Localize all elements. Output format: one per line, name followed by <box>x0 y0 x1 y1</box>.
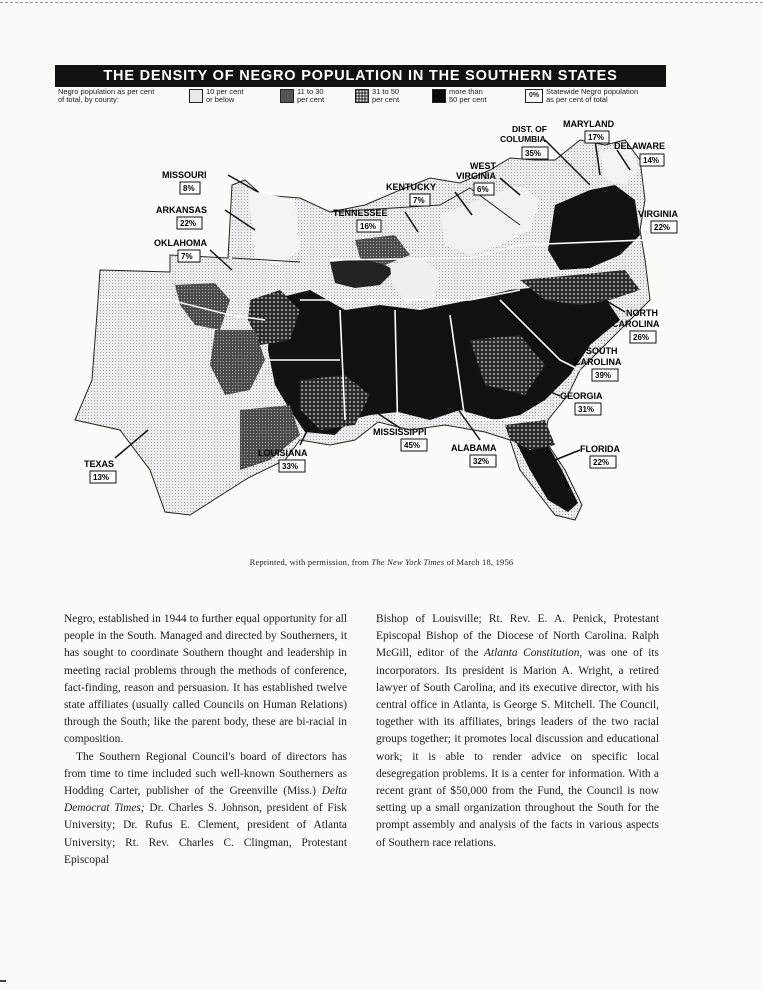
label-oklahoma: OKLAHOMA <box>154 238 207 248</box>
map-region-low-missouri <box>248 190 300 265</box>
right-p1-text-b: was one of its incorporators. Its president is Marion A. Wright, a retired lawyer of South Carolina, and its executive director, with his central office in Atlanta, is George S. Mitchell. The Council, together with its affiliates, brings leaders of the two racial groups together; it promotes local discussion and educational work; it is able to render advice on specific local desegregation problems. It is a center for information. With a recent grant of $50,000 from the Fund, the Council is now setting up a small organization throughout the South for the prompt assembly and analysis of the facts in various aspects of Southern race relations. <box>376 647 659 849</box>
body-column-right <box>376 611 659 852</box>
caption-source: The New York Times <box>371 557 445 567</box>
pct-maryland: 17% <box>588 133 605 142</box>
label-mississippi: MISSISSIPPI <box>373 427 427 437</box>
pct-texas: 13% <box>93 473 110 482</box>
legend-label-high: 31 to 50 per cent <box>372 87 400 104</box>
label-south: SOUTH <box>586 346 618 356</box>
pct-oklahoma: 7% <box>181 252 193 261</box>
right-paragraph-1 <box>376 611 659 852</box>
label-north: NORTH <box>626 308 658 318</box>
label-virginia: VIRGINIA <box>638 209 679 219</box>
label-west: WEST <box>470 161 496 171</box>
left-p2-text-b: Dr. Charles S. Johnson, president of Fisk University; Dr. Rufus E. Clement, president of Atlanta University; Rt. Rev. Charles C. Clingman, Protestant Episcopal <box>64 802 347 866</box>
label-virginia-part: VIRGINIA <box>456 171 497 181</box>
pct-missouri: 8% <box>183 184 195 193</box>
map-title: THE DENSITY OF NEGRO POPULATION IN THE SOUTHERN STATES <box>55 65 666 87</box>
pct-mississippi: 45% <box>404 441 421 450</box>
label-kentucky: KENTUCKY <box>386 182 437 192</box>
scan-corner-mark <box>0 980 6 982</box>
label-arkansas: ARKANSAS <box>156 205 208 215</box>
label-carolina-s: CAROLINA <box>574 357 622 367</box>
right-p1-text-a: Bishop of Louisville; Rt. Rev. E. A. Penick, Protestant Episcopal Bishop of the Diocese of North Carolina. Ralph McGill, editor of the <box>376 613 659 660</box>
legend-swatch-statewide: 0% <box>525 89 543 103</box>
left-p2-italic: Delta Democrat Times; <box>64 785 347 815</box>
caption-suffix: of March 18, 1956 <box>444 557 514 567</box>
left-p2-text-a: The Southern Regional Council's board of directors has from time to time included such well-known Southerners as Hodding Carter, publisher of the Greenville (Miss.) <box>64 750 347 798</box>
label-tennessee: TENNESSEE <box>333 208 388 218</box>
label-texas: TEXAS <box>84 459 115 469</box>
legend-label-low: 10 per cent or below <box>206 87 244 104</box>
label-delaware: DELAWARE <box>614 141 666 151</box>
map-caption <box>0 557 763 567</box>
left-paragraph-2 <box>64 749 347 869</box>
pct-georgia: 31% <box>578 405 595 414</box>
legend-label-statewide: Statewide Negro population as per cent of total <box>546 87 639 104</box>
label-alabama: ALABAMA <box>451 443 497 453</box>
label-louisiana: LOUISIANA <box>258 448 308 458</box>
pct-louisiana: 33% <box>282 462 299 471</box>
caption-prefix: Reprinted, with permission, from <box>249 557 372 567</box>
label-columbia: COLUMBIA <box>500 134 546 144</box>
pct-arkansas: 22% <box>180 219 197 228</box>
label-georgia: GEORGIA <box>560 391 603 401</box>
pct-alabama: 32% <box>473 457 490 466</box>
label-carolina-n: CAROLINA <box>612 319 660 329</box>
pct-virginia: 22% <box>654 223 671 232</box>
label-maryland: MARYLAND <box>563 119 615 129</box>
label-missouri: MISSOURI <box>162 170 207 180</box>
pct-florida: 22% <box>593 458 610 467</box>
legend-intro-label: Negro population as per cent of total, by county: <box>58 87 155 104</box>
body-column-left <box>64 611 347 869</box>
legend-label-mid: 11 to 30 per cent <box>297 87 325 104</box>
pct-kentucky: 7% <box>413 196 425 205</box>
label-dist-of: DIST. OF <box>512 124 547 134</box>
right-p1-italic: Atlanta Constitution, <box>484 647 583 660</box>
legend-label-highest: more than 50 per cent <box>449 87 487 104</box>
left-paragraph-1: Negro, established in 1944 to further equal opportunity for all people in the South. Managed and directed by Southerners, it has sought to coordinate Southern thought and leadership in meeting racial problems through the methods of conference, fact-finding, reason and persuasion. It has established twelve state affiliates (usually called Councils on Human Relations) through the South; like the parent body, these are bi-racial in composition. <box>64 613 347 746</box>
pct-north-carolina: 26% <box>633 333 650 342</box>
label-florida: FLORIDA <box>580 444 620 454</box>
pct-west-virginia: 6% <box>477 185 489 194</box>
pct-tennessee: 16% <box>360 222 377 231</box>
pct-south-carolina: 39% <box>595 371 612 380</box>
pct-delaware: 14% <box>643 156 660 165</box>
pct-dc: 35% <box>525 149 542 158</box>
